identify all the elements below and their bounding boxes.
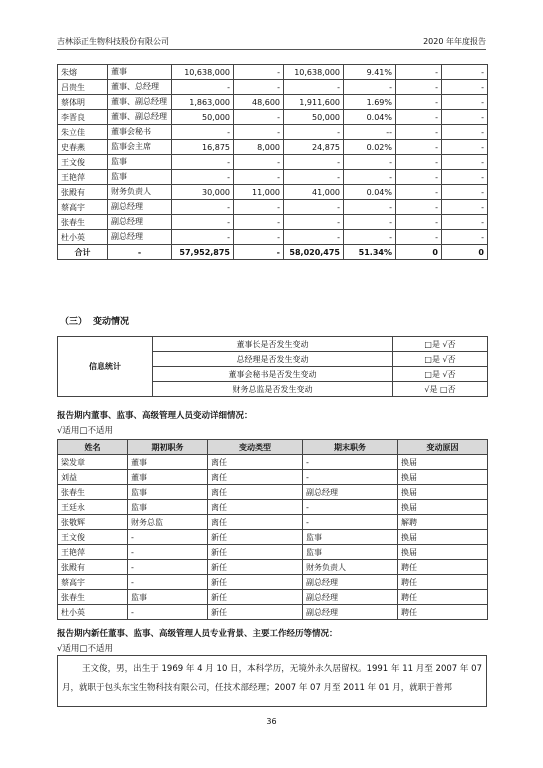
info-answer: □是 √否 xyxy=(393,337,488,352)
background-title: 报告期内新任董事、监事、高级管理人员专业背景、主要工作经历等情况： xyxy=(57,629,338,639)
holdings-row xyxy=(58,110,488,125)
holdings-cell: - xyxy=(234,170,284,185)
holdings-cell: 吕贵生 xyxy=(58,80,108,95)
holdings-cell: 监事 xyxy=(108,170,172,185)
changes-cell: 换届 xyxy=(398,455,488,470)
changes-header-row xyxy=(58,440,488,455)
changes-cell: 解聘 xyxy=(398,515,488,530)
holdings-cell: - xyxy=(234,125,284,140)
holdings-cell: 财务负责人 xyxy=(108,185,172,200)
holdings-cell: - xyxy=(442,140,488,155)
changes-row xyxy=(58,485,488,500)
holdings-cell: - xyxy=(442,95,488,110)
holdings-cell: - xyxy=(172,215,234,230)
holdings-total-cell: - xyxy=(234,245,284,260)
changes-header-cell: 姓名 xyxy=(58,440,128,455)
holdings-cell: - xyxy=(396,155,442,170)
holdings-cell: 副总经理 xyxy=(108,200,172,215)
holdings-cell: - xyxy=(234,155,284,170)
changes-cell: - xyxy=(128,530,208,545)
changes-cell: 离任 xyxy=(208,455,303,470)
changes-cell: 离任 xyxy=(208,485,303,500)
holdings-cell: 董事会秘书 xyxy=(108,125,172,140)
changes-cell: 王艳萍 xyxy=(58,545,128,560)
holdings-cell: 11,000 xyxy=(234,185,284,200)
changes-cell: 新任 xyxy=(208,575,303,590)
changes-cell: 离任 xyxy=(208,515,303,530)
holdings-row xyxy=(58,215,488,230)
holdings-cell: - xyxy=(442,125,488,140)
holdings-cell: 王文俊 xyxy=(58,155,108,170)
info-answer: □是 √否 xyxy=(393,352,488,367)
holdings-cell: - xyxy=(234,80,284,95)
changes-cell: 董事 xyxy=(128,470,208,485)
holdings-cell: 杜小英 xyxy=(58,230,108,245)
company-name: 吉林添正生物科技股份有限公司 xyxy=(57,37,169,46)
changes-cell: 董事 xyxy=(128,455,208,470)
holdings-cell: - xyxy=(442,80,488,95)
holdings-cell: 副总经理 xyxy=(108,215,172,230)
holdings-cell: - xyxy=(442,185,488,200)
changes-row xyxy=(58,500,488,515)
changes-cell: 新任 xyxy=(208,605,303,620)
changes-applicable: √适用□不适用 xyxy=(57,426,113,436)
changes-cell: - xyxy=(128,545,208,560)
changes-cell: 监事 xyxy=(303,545,398,560)
holdings-total-cell: 57,952,875 xyxy=(172,245,234,260)
changes-cell: 杜小英 xyxy=(58,605,128,620)
holdings-row xyxy=(58,200,488,215)
changes-row xyxy=(58,455,488,470)
holdings-cell: - xyxy=(344,230,396,245)
holdings-cell: - xyxy=(284,215,344,230)
holdings-cell: - xyxy=(344,200,396,215)
holdings-cell: 董事、副总经理 xyxy=(108,110,172,125)
changes-cell: 聘任 xyxy=(398,590,488,605)
holdings-cell: 30,000 xyxy=(172,185,234,200)
changes-cell: 财务总监 xyxy=(128,515,208,530)
holdings-cell: 董事、总经理 xyxy=(108,80,172,95)
changes-cell: 监事 xyxy=(128,485,208,500)
changes-cell: - xyxy=(128,575,208,590)
holdings-cell: - xyxy=(284,125,344,140)
changes-cell: - xyxy=(303,455,398,470)
holdings-cell: - xyxy=(396,65,442,80)
holdings-cell: - xyxy=(396,185,442,200)
holdings-cell: - xyxy=(396,140,442,155)
holdings-cell: - xyxy=(172,200,234,215)
holdings-row xyxy=(58,140,488,155)
changes-cell: 新任 xyxy=(208,545,303,560)
holdings-cell: - xyxy=(344,215,396,230)
holdings-cell: - xyxy=(284,200,344,215)
changes-cell: 换届 xyxy=(398,530,488,545)
holdings-row xyxy=(58,185,488,200)
holdings-table xyxy=(57,64,488,260)
holdings-cell: 董事 xyxy=(108,65,172,80)
background-applicable: √适用□不适用 xyxy=(57,644,113,654)
changes-row xyxy=(58,530,488,545)
holdings-cell: - xyxy=(396,95,442,110)
changes-cell: 副总经理 xyxy=(303,605,398,620)
changes-cell: - xyxy=(303,500,398,515)
report-title: 2020 年年度报告 xyxy=(423,37,486,46)
holdings-cell: 0.04% xyxy=(344,110,396,125)
holdings-cell: 蔡高宇 xyxy=(58,200,108,215)
changes-cell: 副总经理 xyxy=(303,590,398,605)
changes-header-cell: 期末职务 xyxy=(303,440,398,455)
holdings-cell: 16,875 xyxy=(172,140,234,155)
holdings-cell: - xyxy=(396,230,442,245)
holdings-cell: - xyxy=(234,230,284,245)
holdings-cell: - xyxy=(442,215,488,230)
holdings-cell: 1.69% xyxy=(344,95,396,110)
holdings-cell: - xyxy=(396,170,442,185)
holdings-cell: 张春生 xyxy=(58,215,108,230)
holdings-cell: 1,863,000 xyxy=(172,95,234,110)
holdings-total-cell: 合计 xyxy=(58,245,108,260)
changes-cell: 新任 xyxy=(208,590,303,605)
background-text: 王文俊，男，出生于 1969 年 4 月 10 日，本科学历，无境外永久居留权。1991 年 11 月至 2007 年 07 月，就职于包头东宝生物科技有限公司，任技术部经理；2007 年 07 月至 2011 年 01 月，就职于普邦 xyxy=(62,664,482,693)
info-answer: □是 √否 xyxy=(393,367,488,382)
info-question: 总经理是否发生变动 xyxy=(153,352,393,367)
holdings-cell: - xyxy=(172,230,234,245)
holdings-cell: 10,638,000 xyxy=(284,65,344,80)
holdings-total-cell: 58,020,475 xyxy=(284,245,344,260)
changes-cell: 副总经理 xyxy=(303,485,398,500)
holdings-cell: - xyxy=(234,65,284,80)
holdings-cell: 8,000 xyxy=(234,140,284,155)
section-title: 变动情况 xyxy=(93,317,130,327)
changes-table xyxy=(57,439,488,620)
holdings-cell: 24,875 xyxy=(284,140,344,155)
changes-row xyxy=(58,560,488,575)
holdings-cell: 副总经理 xyxy=(108,230,172,245)
holdings-cell: - xyxy=(172,125,234,140)
info-table xyxy=(57,336,488,397)
changes-cell: - xyxy=(303,470,398,485)
changes-cell: 副总经理 xyxy=(303,575,398,590)
changes-row xyxy=(58,470,488,485)
holdings-row xyxy=(58,95,488,110)
holdings-cell: 张殿有 xyxy=(58,185,108,200)
changes-header-cell: 期初职务 xyxy=(128,440,208,455)
holdings-row xyxy=(58,65,488,80)
info-answer: √是 □否 xyxy=(393,382,488,397)
changes-cell: 财务负责人 xyxy=(303,560,398,575)
holdings-cell: 50,000 xyxy=(172,110,234,125)
changes-cell: 换届 xyxy=(398,545,488,560)
holdings-cell: - xyxy=(172,155,234,170)
changes-cell: 聘任 xyxy=(398,560,488,575)
info-row xyxy=(58,337,488,352)
holdings-row xyxy=(58,155,488,170)
holdings-cell: - xyxy=(442,110,488,125)
holdings-cell: 10,638,000 xyxy=(172,65,234,80)
holdings-cell: - xyxy=(284,155,344,170)
changes-row xyxy=(58,515,488,530)
changes-cell: 聘任 xyxy=(398,605,488,620)
holdings-cell: - xyxy=(442,155,488,170)
info-label: 信息统计 xyxy=(58,337,153,397)
holdings-cell: 41,000 xyxy=(284,185,344,200)
changes-cell: 张春生 xyxy=(58,590,128,605)
holdings-cell: 史春燕 xyxy=(58,140,108,155)
page-header xyxy=(57,35,486,50)
changes-title: 报告期内董事、监事、高级管理人员变动详细情况： xyxy=(57,411,253,421)
holdings-cell: -- xyxy=(344,125,396,140)
holdings-cell: - xyxy=(442,65,488,80)
changes-cell: - xyxy=(128,605,208,620)
holdings-cell: 0.04% xyxy=(344,185,396,200)
changes-cell: - xyxy=(128,560,208,575)
changes-cell: 梁发章 xyxy=(58,455,128,470)
holdings-total-row xyxy=(58,245,488,260)
holdings-cell: 9.41% xyxy=(344,65,396,80)
holdings-cell: - xyxy=(344,170,396,185)
changes-cell: 监事 xyxy=(128,500,208,515)
changes-cell: 张春生 xyxy=(58,485,128,500)
holdings-cell: 朱熔 xyxy=(58,65,108,80)
changes-cell: 离任 xyxy=(208,470,303,485)
holdings-cell: - xyxy=(396,200,442,215)
changes-row xyxy=(58,575,488,590)
holdings-cell: 朱立佳 xyxy=(58,125,108,140)
holdings-cell: 李晋良 xyxy=(58,110,108,125)
holdings-cell: - xyxy=(396,125,442,140)
holdings-row xyxy=(58,125,488,140)
changes-cell: 新任 xyxy=(208,530,303,545)
changes-cell: 换届 xyxy=(398,470,488,485)
holdings-cell: - xyxy=(442,170,488,185)
changes-cell: 聘任 xyxy=(398,575,488,590)
changes-row xyxy=(58,590,488,605)
info-question: 财务总监是否发生变动 xyxy=(153,382,393,397)
holdings-cell: - xyxy=(396,110,442,125)
holdings-total-cell: 51.34% xyxy=(344,245,396,260)
holdings-cell: - xyxy=(344,155,396,170)
changes-row xyxy=(58,545,488,560)
changes-header-cell: 变动类型 xyxy=(208,440,303,455)
info-question: 董事长是否发生变动 xyxy=(153,337,393,352)
holdings-cell: - xyxy=(234,110,284,125)
holdings-cell: - xyxy=(234,215,284,230)
changes-cell: 新任 xyxy=(208,560,303,575)
holdings-cell: 蔡体明 xyxy=(58,95,108,110)
holdings-row xyxy=(58,80,488,95)
holdings-cell: - xyxy=(344,80,396,95)
holdings-cell: - xyxy=(172,80,234,95)
changes-cell: 监事 xyxy=(128,590,208,605)
holdings-total-cell: 0 xyxy=(442,245,488,260)
changes-cell: 离任 xyxy=(208,500,303,515)
holdings-cell: 董事、副总经理 xyxy=(108,95,172,110)
changes-header-cell: 变动原因 xyxy=(398,440,488,455)
holdings-cell: 王艳萍 xyxy=(58,170,108,185)
changes-row xyxy=(58,605,488,620)
changes-cell: 监事 xyxy=(303,530,398,545)
holdings-cell: - xyxy=(442,230,488,245)
holdings-cell: - xyxy=(396,80,442,95)
holdings-cell: 50,000 xyxy=(284,110,344,125)
holdings-total-cell: - xyxy=(108,245,172,260)
changes-cell: 张殿有 xyxy=(58,560,128,575)
holdings-cell: 1,911,600 xyxy=(284,95,344,110)
holdings-cell: 0.02% xyxy=(344,140,396,155)
holdings-cell: - xyxy=(442,200,488,215)
holdings-total-cell: 0 xyxy=(396,245,442,260)
holdings-cell: 监事会主席 xyxy=(108,140,172,155)
holdings-cell: - xyxy=(172,170,234,185)
holdings-cell: - xyxy=(284,80,344,95)
info-question: 董事会秘书是否发生变动 xyxy=(153,367,393,382)
changes-cell: 刘益 xyxy=(58,470,128,485)
holdings-cell: - xyxy=(396,215,442,230)
changes-cell: 换届 xyxy=(398,485,488,500)
section-number: （三） xyxy=(60,317,88,327)
changes-cell: 王文俊 xyxy=(58,530,128,545)
holdings-cell: - xyxy=(284,170,344,185)
page-number: 36 xyxy=(266,717,277,726)
holdings-cell: - xyxy=(284,230,344,245)
changes-cell: 换届 xyxy=(398,500,488,515)
changes-cell: 王廷永 xyxy=(58,500,128,515)
holdings-cell: 监事 xyxy=(108,155,172,170)
holdings-cell: - xyxy=(234,200,284,215)
holdings-row xyxy=(58,170,488,185)
changes-cell: 张敬辉 xyxy=(58,515,128,530)
changes-cell: - xyxy=(303,515,398,530)
changes-cell: 蔡高宇 xyxy=(58,575,128,590)
holdings-cell: 48,600 xyxy=(234,95,284,110)
holdings-row xyxy=(58,230,488,245)
